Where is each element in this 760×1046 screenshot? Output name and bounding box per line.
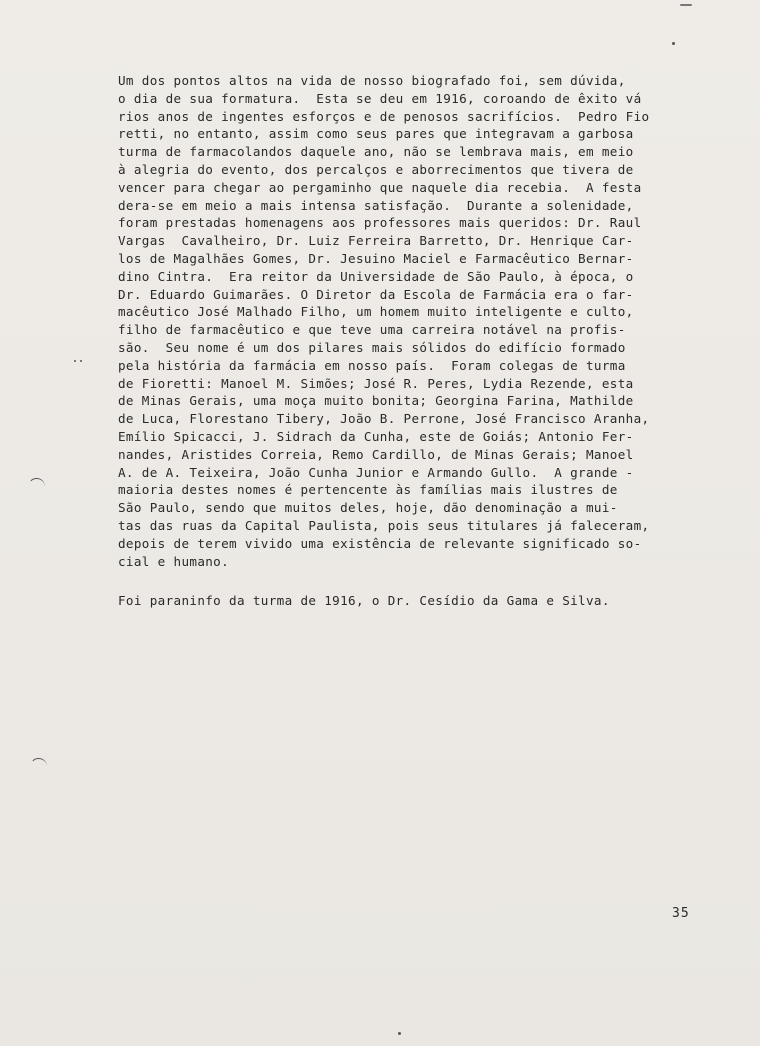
paragraph-line: cial e humano. <box>118 553 230 569</box>
paragraph-line: São Paulo, sendo que muitos deles, hoje, dão denominação a mui- <box>118 500 618 516</box>
paragraph-line: vencer para chegar ao pergaminho que naquele dia recebia. A festa <box>118 179 642 195</box>
paragraph-line: maioria destes nomes é pertencente às famílias mais ilustres de <box>118 482 618 498</box>
paragraph-line: Vargas Cavalheiro, Dr. Luiz Ferreira Barretto, Dr. Henrique Car- <box>118 233 634 249</box>
paragraph-line: filho de farmacêutico e que teve uma carreira notável na profis- <box>118 322 626 338</box>
paragraph-line: los de Magalhães Gomes, Dr. Jesuino Maciel e Farmacêutico Bernar- <box>118 250 634 266</box>
paragraph-line: de Fioretti: Manoel M. Simões; José R. Peres, Lydia Rezende, esta <box>118 375 634 391</box>
paragraph-line: Um dos pontos altos na vida de nosso biografado foi, sem dúvida, <box>118 73 626 88</box>
paragraph-line: foram prestadas homenagens aos professores mais queridos: Dr. Raul <box>118 215 642 231</box>
body-paragraph <box>118 72 703 570</box>
paragraph-line: de Minas Gerais, uma moça muito bonita; Georgina Farina, Mathilde <box>118 393 634 409</box>
paragraph-line: o dia de sua formatura. Esta se deu em 1916, coroando de êxito vá <box>118 90 642 106</box>
paragraph-line: retti, no entanto, assim como seus pares que integravam a garbosa <box>118 126 634 142</box>
paragraph-line: de Luca, Florestano Tibery, João B. Perrone, José Francisco Aranha, <box>118 411 650 427</box>
scan-speck <box>672 42 675 45</box>
paragraph-line: Emílio Spicacci, J. Sidrach da Cunha, este de Goiás; Antonio Fer- <box>118 428 634 444</box>
paragraph-line: dino Cintra. Era reitor da Universidade de São Paulo, à época, o <box>118 268 634 284</box>
scan-speck <box>74 360 76 362</box>
punch-hole-mark <box>30 758 47 775</box>
paragraph-line: Dr. Eduardo Guimarães. O Diretor da Escola de Farmácia era o far- <box>118 286 634 302</box>
paragraph-line: macêutico José Malhado Filho, um homem muito inteligente e culto, <box>118 304 634 320</box>
paragraph-line: à alegria do evento, dos percalços e aborrecimentos que tivera de <box>118 161 634 177</box>
page-number: 35 <box>672 906 690 921</box>
punch-hole-mark <box>28 478 45 495</box>
paragraph-line: nandes, Aristides Correia, Remo Cardillo, de Minas Gerais; Manoel <box>118 446 634 462</box>
paragraph-line: pela história da farmácia em nosso país. Foram colegas de turma <box>118 357 626 373</box>
paragraph-line: são. Seu nome é um dos pilares mais sólidos do edifício formado <box>118 339 626 355</box>
paragraph-line: turma de farmacolandos daquele ano, não se lembrava mais, em meio <box>118 144 634 160</box>
paragraph-line: depois de terem vivido uma existência de relevante significado so- <box>118 535 642 551</box>
scan-speck <box>398 1032 401 1035</box>
paragraph-line: A. de A. Teixeira, João Cunha Junior e Armando Gullo. A grande - <box>118 464 634 480</box>
closing-sentence: Foi paraninfo da turma de 1916, o Dr. Cesídio da Gama e Silva. <box>118 593 610 608</box>
scan-speck <box>680 4 692 6</box>
paragraph-line: tas das ruas da Capital Paulista, pois seus titulares já faleceram, <box>118 517 650 533</box>
scan-speck <box>80 360 82 362</box>
paragraph-line: dera-se em meio a mais intensa satisfação. Durante a solenidade, <box>118 197 634 213</box>
paragraph-line: rios anos de ingentes esforços e de penosos sacrifícios. Pedro Fio <box>118 108 650 124</box>
